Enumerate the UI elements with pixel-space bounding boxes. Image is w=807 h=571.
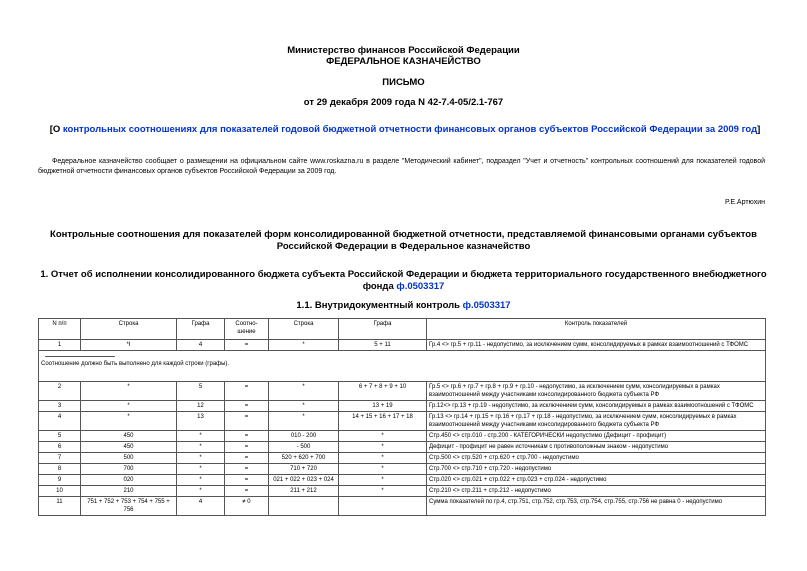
signature: Р.Е.Артюхин — [725, 199, 765, 206]
cell-row: 751 + 752 + 753 + 754 + 755 + 756 — [81, 497, 177, 516]
header-row-2: Строка — [269, 319, 339, 340]
header-column: Графа — [177, 319, 225, 340]
cell-column-2: * — [339, 442, 427, 453]
cell-control: Стр.210 <> стр.211 + стр.212 - недопустимо — [427, 486, 766, 497]
table-row — [39, 431, 766, 442]
cell-column-2: * — [339, 453, 427, 464]
cell-column-2: 13 + 19 — [339, 401, 427, 412]
table-row — [39, 497, 766, 516]
cell-column: 4 — [177, 340, 225, 351]
cell-relation: = — [225, 382, 269, 401]
cell-n: 3 — [39, 401, 81, 412]
section-1-1-text: 1.1. Внутридокументный контроль — [296, 300, 463, 311]
cell-n: 4 — [39, 412, 81, 431]
cell-row: 450 — [81, 442, 177, 453]
subject-link[interactable]: контрольных соотношениях для показателей годовой бюджетной отчетности финансовых органов субъектов Российской Федерации за 2009 год — [62, 124, 758, 135]
cell-row: * — [81, 412, 177, 431]
table-row — [39, 486, 766, 497]
header-n: N п/п — [39, 319, 81, 340]
cell-control: Дефицит - профицит не равен источникам с противоположным знаком - недопустимо — [427, 442, 766, 453]
cell-row: * — [81, 382, 177, 401]
cell-column: * — [177, 486, 225, 497]
cell-n: 2 — [39, 382, 81, 401]
cell-column-2 — [339, 497, 427, 516]
cell-n: 5 — [39, 431, 81, 442]
cell-row-2: * — [269, 382, 339, 401]
table-row — [39, 442, 766, 453]
cell-row: * — [81, 401, 177, 412]
cell-control: Стр.700 <> стр.710 + стр.720 - недопустимо — [427, 464, 766, 475]
letter-paragraph: Федеральное казначейство сообщает о размещении на официальном сайте www.roskazna.ru в разделе "Методический кабинет", подраздел "Учет и отчетность" контрольных соотношений для показателей годовой бюджетной отчетности финансовых органов субъектов Российской Федерации за 2009 год. — [38, 158, 765, 175]
table-row — [39, 382, 766, 401]
cell-column: 4 — [177, 497, 225, 516]
subject-close-bracket: ] — [757, 124, 761, 135]
section-1-1-heading — [0, 300, 807, 311]
cell-row: *I — [81, 340, 177, 351]
cell-control: Гр.12<> гр.13 + гр.19 - недопустимо, за исключением сумм, консолидируемых в рамках взаимоотношений с ТФОМС — [427, 401, 766, 412]
cell-relation: = — [225, 412, 269, 431]
cell-control: Сумма показателей по гр.4, стр.751, стр.752, стр.753, стр.754, стр.755, стр.756 не равна 0 - недопустимо — [427, 497, 766, 516]
cell-n: 9 — [39, 475, 81, 486]
cell-column: * — [177, 431, 225, 442]
cell-relation: = — [225, 401, 269, 412]
cell-row-2: * — [269, 340, 339, 351]
cell-column-2: * — [339, 431, 427, 442]
document-type: ПИСЬМО — [382, 77, 425, 88]
cell-relation: = — [225, 475, 269, 486]
note-separator — [45, 356, 115, 357]
cell-column: 12 — [177, 401, 225, 412]
cell-control: Гр.13 <> гр.14 + гр.15 + гр.16 + гр.17 + гр.18 - недопустимо, за исключением сумм, консолидируемых в рамках взаимоотношений между участниками консолидированного бюджета субъекта РФ — [427, 412, 766, 431]
cell-control: Стр.500 <> стр.520 + стр.620 + стр.700 - недопустимо — [427, 453, 766, 464]
cell-row-2: - 500 — [269, 442, 339, 453]
cell-column: 13 — [177, 412, 225, 431]
cell-column-2: 6 + 7 + 8 + 9 + 10 — [339, 382, 427, 401]
cell-row-2: * — [269, 401, 339, 412]
treasury-name: ФЕДЕРАЛЬНОЕ КАЗНАЧЕЙСТВО — [326, 56, 481, 67]
table-note-row — [39, 351, 766, 382]
table-row — [39, 453, 766, 464]
cell-column-2: * — [339, 464, 427, 475]
header-control: Контроль показателей — [427, 319, 766, 340]
cell-relation: = — [225, 442, 269, 453]
ministry-name: Министерство финансов Российской Федерации — [287, 45, 520, 56]
cell-n: 6 — [39, 442, 81, 453]
section-1-text: 1. Отчет об исполнении консолидированного бюджета субъекта Российской Федерации и бюджета территориального государственного внебюджетного фонда — [40, 269, 767, 292]
cell-column-2: 5 + 11 — [339, 340, 427, 351]
cell-relation: = — [225, 464, 269, 475]
cell-n: 8 — [39, 464, 81, 475]
cell-relation: = — [225, 340, 269, 351]
cell-column: 5 — [177, 382, 225, 401]
table-row — [39, 340, 766, 351]
cell-row-2: 520 + 620 + 700 — [269, 453, 339, 464]
control-table — [38, 318, 766, 516]
table-note: Соотношение должно быть выполнено для каждой строки (графы). — [41, 361, 230, 367]
cell-column: * — [177, 442, 225, 453]
cell-n: 11 — [39, 497, 81, 516]
table-row — [39, 401, 766, 412]
header-row: Строка — [81, 319, 177, 340]
cell-column: * — [177, 453, 225, 464]
cell-n: 10 — [39, 486, 81, 497]
table-header-row — [39, 319, 766, 340]
cell-row-2: 211 + 212 — [269, 486, 339, 497]
cell-row-2 — [269, 497, 339, 516]
cell-column: * — [177, 464, 225, 475]
document-header — [0, 45, 807, 67]
cell-row-2: 021 + 022 + 023 + 024 — [269, 475, 339, 486]
subject-open-bracket: [О — [49, 124, 63, 135]
document-date-number: от 29 декабря 2009 года N 42-7.4-05/2.1-767 — [303, 97, 504, 108]
cell-relation: ≠ 0 — [225, 497, 269, 516]
cell-control: Гр.5 <> гр.6 + гр.7 + гр.8 + гр.9 + гр.10 - недопустимо, за исключением сумм, консолидируемых в рамках взаимоотношений между участниками консолидированного бюджета субъекта РФ — [427, 382, 766, 401]
cell-row-2: 010 - 200 — [269, 431, 339, 442]
cell-relation: = — [225, 486, 269, 497]
cell-relation: = — [225, 453, 269, 464]
header-relation: Соотно-шение — [225, 319, 269, 340]
cell-column-2: * — [339, 475, 427, 486]
cell-column: * — [177, 475, 225, 486]
section-1-1-form-link[interactable]: ф.0503317 — [462, 300, 511, 311]
cell-n: 1 — [39, 340, 81, 351]
cell-column-2: * — [339, 486, 427, 497]
cell-relation: = — [225, 431, 269, 442]
cell-row: 210 — [81, 486, 177, 497]
header-column-2: Графа — [339, 319, 427, 340]
cell-row: 020 — [81, 475, 177, 486]
document-subject — [30, 124, 780, 135]
cell-row-2: 710 + 720 — [269, 464, 339, 475]
cell-n: 7 — [39, 453, 81, 464]
control-title: Контрольные соотношения для показателей форм консолидированной бюджетной отчетности, представляемой финансовыми органами субъектов Российской Федерации в Федеральное казначейство — [50, 229, 757, 252]
cell-row: 500 — [81, 453, 177, 464]
cell-control: Стр.020 <> стр.021 + стр.022 + стр.023 + стр.024 - недопустимо — [427, 475, 766, 486]
cell-column-2: 14 + 15 + 16 + 17 + 18 — [339, 412, 427, 431]
table-row — [39, 464, 766, 475]
cell-row: 450 — [81, 431, 177, 442]
table-row — [39, 475, 766, 486]
section-1-heading — [40, 269, 767, 293]
section-1-form-link[interactable]: ф.0503317 — [396, 281, 445, 292]
cell-row: 700 — [81, 464, 177, 475]
table-note-cell — [39, 351, 766, 382]
cell-control: Стр.450 <> стр.010 - стр.200 - КАТЕГОРИЧЕСКИ недопустимо (Дефицит - профицит) — [427, 431, 766, 442]
table-row — [39, 412, 766, 431]
cell-control: Гр.4 <> гр.5 + гр.11 - недопустимо, за исключением сумм, консолидируемых в рамках взаимоотношений с ТФОМС — [427, 340, 766, 351]
cell-row-2: * — [269, 412, 339, 431]
